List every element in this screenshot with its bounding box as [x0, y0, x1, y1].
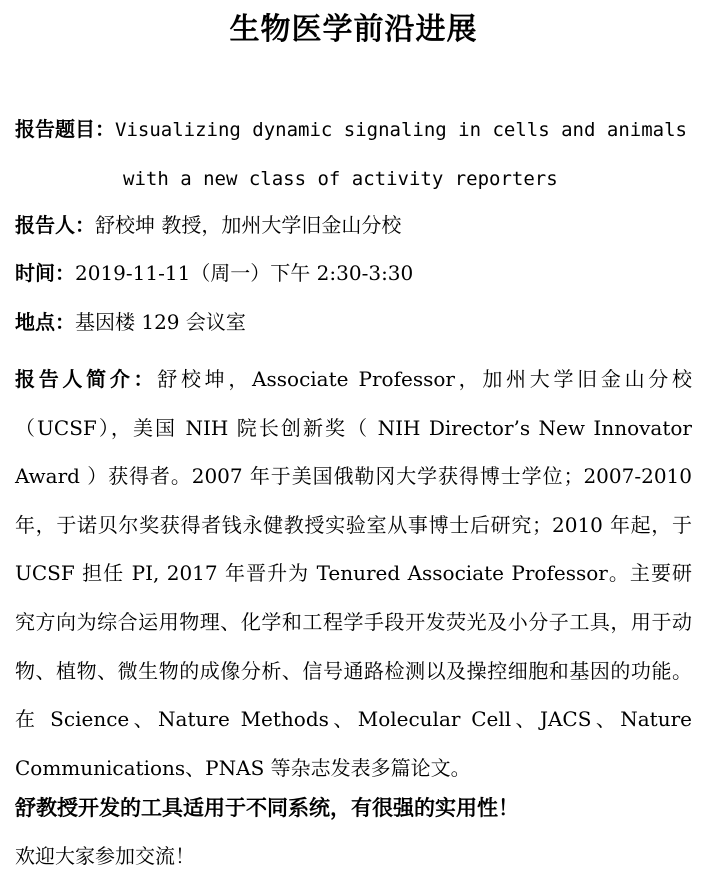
topic-text-line2: with a new class of activity reporters — [123, 168, 558, 190]
location-line — [15, 307, 692, 337]
bio-label: 报告人简介： — [15, 367, 158, 391]
speaker-bio — [15, 355, 692, 792]
page-title: 生物医学前沿进展 — [229, 12, 478, 47]
time-label: 时间： — [15, 261, 75, 285]
topic-line — [15, 114, 692, 145]
time-line — [15, 258, 692, 288]
topic-line-continued — [123, 163, 692, 194]
speaker-label: 报告人： — [15, 213, 95, 237]
bio-text: 舒校坤，Associate Professor，加州大学旧金山分校（UCSF），美国 NIH 院长创新奖（ NIH Director’s New Innovator Award ）获得者。2007 年于美国俄勒冈大学获得博士学位；2007-2010 年，于诺贝尔奖获得者钱永健教授实验室从事博士后研究；2010 年起，于 UCSF 担任 PI, 2017 年晋升为 Tenured Associate Professor。主要研究方向为综合运用物理、化学和工程学手段开发荧光及小分子工具，用于动物、植物、微生物的成像分析、信号通路检测以及操控细胞和基因的功能。在 Science、Nature Methods、Molecular Cell、JACS、Nature Communications、PNAS 等杂志发表多篇论文。 — [15, 367, 692, 780]
topic-text-line1: Visualizing dynamic signaling in cells and animals — [115, 119, 687, 141]
topic-label: 报告题目： — [15, 117, 115, 141]
welcome-message: 欢迎大家参加交流！ — [15, 844, 195, 868]
speaker-line — [15, 210, 692, 240]
location-label: 地点： — [15, 310, 75, 334]
speaker-value: 舒校坤 教授，加州大学旧金山分校 — [95, 213, 402, 237]
location-value: 基因楼 129 会议室 — [75, 310, 246, 334]
time-value: 2019-11-11（周一）下午 2:30-3:30 — [75, 261, 414, 285]
highlight-statement: 舒教授开发的工具适用于不同系统，有很强的实用性！ — [15, 796, 519, 820]
